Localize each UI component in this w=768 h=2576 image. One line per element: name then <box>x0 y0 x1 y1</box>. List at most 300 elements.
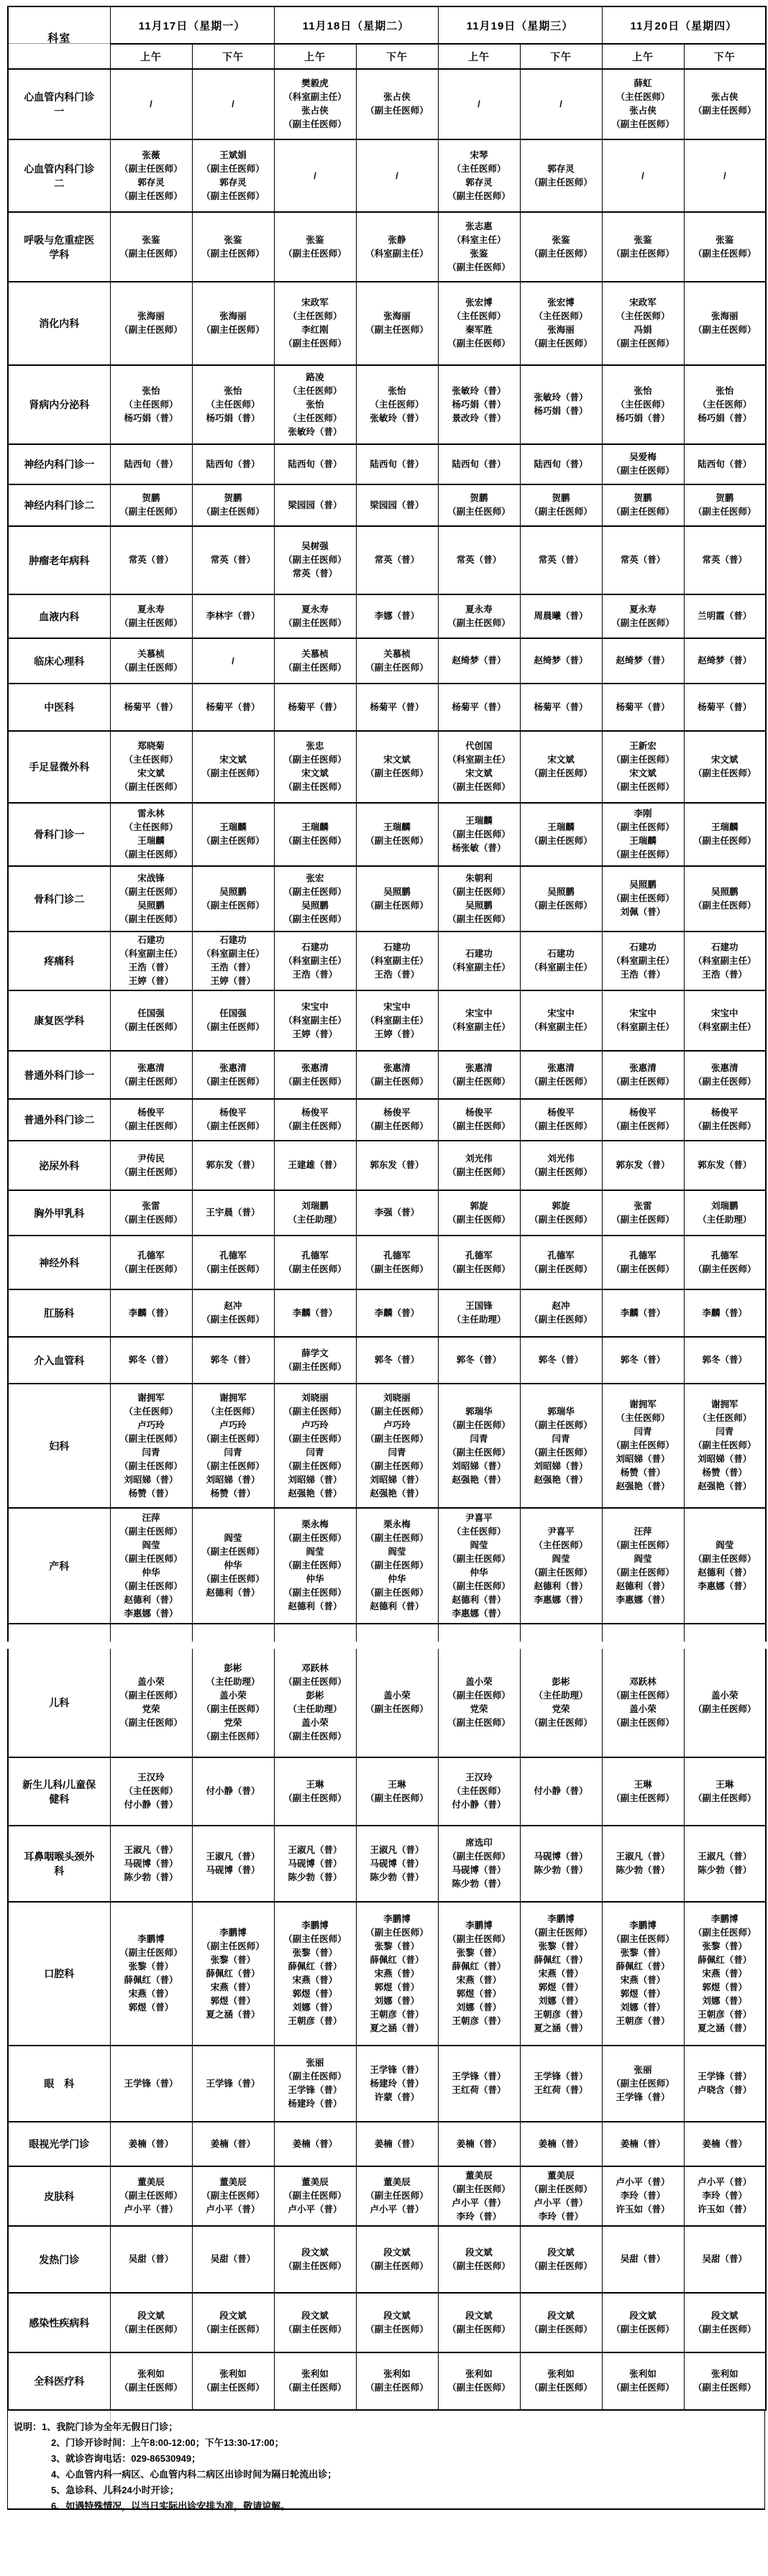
schedule-cell: 王瑞麟 （副主任医师） <box>520 803 602 866</box>
schedule-cell: 王汉玲 （主任医师） 付小静（普） <box>110 1757 192 1826</box>
schedule-cell: 张惠清 （副主任医师） <box>520 1051 602 1099</box>
schedule-cell: 任国强 （副主任医师） <box>192 990 274 1051</box>
schedule-cell: 夏永寿 （副主任医师） <box>438 594 520 638</box>
schedule-cell: 吴照鹏 （副主任医师） <box>684 866 766 932</box>
schedule-cell: 张鉴 （副主任医师） <box>110 212 192 282</box>
schedule-cell: 薛虹 （主任医师） 张占侠 （副主任医师） <box>602 69 684 139</box>
schedule-cell: 吴照鹏 （副主任医师） <box>192 866 274 932</box>
schedule-cell: 孔德军 （副主任医师） <box>438 1236 520 1289</box>
note-line: 说明：1、我院门诊为全年无假日门诊； <box>14 2421 178 2432</box>
schedule-cell: 郭旋 （副主任医师） <box>438 1190 520 1236</box>
schedule-cell: 李刚 （副主任医师） 王瑞麟 （副主任医师） <box>602 803 684 866</box>
note-line: 2、门诊开诊时间：上午8:00-12:00；下午13:30-17:00； <box>51 2437 284 2448</box>
schedule-cell: 李麟（普） <box>110 1289 192 1337</box>
schedule-cell: 关慕桢 （副主任医师） <box>274 638 356 684</box>
schedule-cell: 阎莹 （副主任医师） 赵德利（普） 李惠娜（普） <box>684 1508 766 1624</box>
spacer-cell <box>274 1624 356 1642</box>
schedule-cell: 宋宝中 （科室副主任） <box>520 990 602 1051</box>
schedule-cell: 刘晓丽 （副主任医师） 卢巧玲 （副主任医师） 闫青 （副主任医师） 刘昭娣（普） 赵强艳（普） <box>356 1384 438 1508</box>
department-row <box>8 69 766 139</box>
schedule-cell: 贺鹏 （副主任医师） <box>192 484 274 526</box>
schedule-cell: 董美辰 （副主任医师） 卢小平（普） <box>110 2166 192 2226</box>
schedule-cell: 郭冬（普） <box>110 1337 192 1384</box>
schedule-cell: 张利如 （副主任医师） <box>438 2352 520 2410</box>
schedule-cell: 王汉玲 （主任医师） 付小静（普） <box>438 1757 520 1826</box>
schedule-cell: 杨俊平 （副主任医师） <box>192 1099 274 1141</box>
schedule-cell: 张利如 （副主任医师） <box>684 2352 766 2410</box>
schedule-cell: 路凌 （主任医师） 张怡 （主任医师） 张敏玲（普） <box>274 365 356 444</box>
department-name: 介入血管科 <box>8 1337 110 1384</box>
schedule-cell: 付小静（普） <box>192 1757 274 1826</box>
schedule-cell: 李鹏博 （副主任医师） 张黎（普） 薛佩红（普） 宋燕（普） 郭煜（普） 刘娜（普） 王朝彦（普） <box>438 1902 520 2046</box>
schedule-cell: 宋宝中 （科室副主任） 王婷（普） <box>274 990 356 1051</box>
schedule-cell: 张丽 （副主任医师） 王学锋（普） 杨建玲（普） <box>274 2046 356 2122</box>
schedule-cell: 宋文斌 （副主任医师） <box>520 731 602 803</box>
schedule-cell: 石建功 （科室副主任） 王浩（普） <box>684 932 766 990</box>
schedule-cell: 段文斌 （副主任医师） <box>684 2293 766 2352</box>
spacer-cell <box>684 1624 766 1642</box>
department-row <box>8 1649 766 1757</box>
schedule-cell: 张志惠 （科室主任） 张鉴 （副主任医师） <box>438 212 520 282</box>
department-name: 临床心理科 <box>8 638 110 684</box>
schedule-cell: 汪萍 （副主任医师） 阎莹 （副主任医师） 仲华 （副主任医师） 赵德利（普） 李惠娜（普） <box>110 1508 192 1624</box>
department-name: 妇科 <box>8 1384 110 1508</box>
schedule-cell: 段文斌 （副主任医师） <box>110 2293 192 2352</box>
schedule-cell: 王淑凡（普） 马砚博（普） 陈少勃（普） <box>356 1826 438 1902</box>
page-break-gap <box>7 1642 768 1649</box>
department-name: 耳鼻咽喉头颈外科 <box>8 1826 110 1902</box>
schedule-cell: 宋宝中 （科室副主任） <box>602 990 684 1051</box>
schedule-cell: 刘瑞鹏 （主任助理） <box>684 1190 766 1236</box>
schedule-cell: 吴照鹏 （副主任医师） <box>356 866 438 932</box>
schedule-cell: 关慕桢 （副主任医师） <box>110 638 192 684</box>
schedule-cell: 郭冬（普） <box>684 1337 766 1384</box>
header-session-am: 上午 <box>602 44 684 69</box>
schedule-cell: 王琳 （副主任医师） <box>602 1757 684 1826</box>
department-row <box>8 444 766 484</box>
schedule-cell: 王淑凡（普） 陈少勃（普） <box>684 1826 766 1902</box>
department-name: 发热门诊 <box>8 2226 110 2293</box>
schedule-cell: 吴甜（普） <box>602 2226 684 2293</box>
schedule-cell: 关慕桢 （副主任医师） <box>356 638 438 684</box>
schedule-cell: 盖小荣 （副主任医师） 党荣 （副主任医师） <box>438 1649 520 1757</box>
header-day-4: 11月20日（星期四） <box>602 6 766 44</box>
schedule-cell: 段文斌 （副主任医师） <box>438 2226 520 2293</box>
department-name: 神经内科门诊二 <box>8 484 110 526</box>
schedule-cell: / <box>684 139 766 212</box>
spacer-cell <box>192 1624 274 1642</box>
schedule-cell: 邓跃林 （副主任医师） 盖小荣 （副主任医师） <box>602 1649 684 1757</box>
department-name: 血液内科 <box>8 594 110 638</box>
schedule-cell: 张惠清 （副主任医师） <box>110 1051 192 1099</box>
schedule-cell: 赵绮梦（普） <box>684 638 766 684</box>
schedule-cell: 宋琴 （主任医师） 郭存灵 （副主任医师） <box>438 139 520 212</box>
department-name: 肾病内分泌科 <box>8 365 110 444</box>
schedule-cell: / <box>438 69 520 139</box>
department-name: 眼 科 <box>8 2046 110 2122</box>
schedule-cell: 石建功 （科室副主任） 王浩（普） 王婷（普） <box>110 932 192 990</box>
header-day-3: 11月19日（星期三） <box>438 6 602 44</box>
schedule-cell: 杨俊平 （副主任医师） <box>602 1099 684 1141</box>
schedule-cell: 姜楠（普） <box>520 2122 602 2166</box>
schedule-cell: 董美辰 （副主任医师） 卢小平（普） <box>356 2166 438 2226</box>
schedule-cell: 王学锋（普） <box>192 2046 274 2122</box>
schedule-cell: 孔德军 （副主任医师） <box>274 1236 356 1289</box>
schedule-cell: 付小静（普） <box>520 1757 602 1826</box>
schedule-cell: 夏永寿 （副主任医师） <box>602 594 684 638</box>
department-name: 神经外科 <box>8 1236 110 1289</box>
schedule-cell: 梁园园（普） <box>274 484 356 526</box>
schedule-cell: 姜楠（普） <box>192 2122 274 2166</box>
schedule-cell: 郭东发（普） <box>356 1141 438 1190</box>
header-session-pm: 下午 <box>356 44 438 69</box>
schedule-cell: 雷永林 （主任医师） 王瑞麟 （副主任医师） <box>110 803 192 866</box>
department-name: 眼视光学门诊 <box>8 2122 110 2166</box>
schedule-cell: 张怡 （主任医师） 杨巧娟（普） <box>192 365 274 444</box>
department-row <box>8 365 766 444</box>
department-row <box>8 1508 766 1624</box>
department-row <box>8 2046 766 2122</box>
department-row <box>8 1902 766 2046</box>
schedule-cell: 石建功 （科室副主任） <box>438 932 520 990</box>
schedule-cell: 谢拥军 （主任医师） 闫青 （副主任医师） 刘昭娣（普） 杨赞（普） 赵强艳（普） <box>684 1384 766 1508</box>
department-row <box>8 932 766 990</box>
department-name: 胸外甲乳科 <box>8 1190 110 1236</box>
department-name: 普通外科门诊二 <box>8 1099 110 1141</box>
department-row <box>8 2166 766 2226</box>
schedule-cell: 周晨曦（普） <box>520 594 602 638</box>
schedule-cell: 段文斌 （副主任医师） <box>274 2226 356 2293</box>
table-body-upper <box>8 69 766 1642</box>
schedule-cell: 王学锋（普） 卢晓含（普） <box>684 2046 766 2122</box>
department-row <box>8 731 766 803</box>
schedule-cell: / <box>602 139 684 212</box>
schedule-cell: 谢拥军 （主任医师） 闫青 （副主任医师） 刘昭娣（普） 杨赞（普） 赵强艳（普） <box>602 1384 684 1508</box>
department-row <box>8 2293 766 2352</box>
schedule-cell: 张海丽 （副主任医师） <box>110 282 192 365</box>
schedule-cell: 段文斌 （副主任医师） <box>520 2226 602 2293</box>
notes-body <box>14 2419 764 2514</box>
schedule-cell: 张利如 （副主任医师） <box>520 2352 602 2410</box>
schedule-cell: 张怡 （主任医师） 杨巧娟（普） <box>110 365 192 444</box>
schedule-cell: 郭冬（普） <box>520 1337 602 1384</box>
schedule-cell: 贺鹏 （副主任医师） <box>110 484 192 526</box>
header-day-1: 11月17日（星期一） <box>110 6 274 44</box>
department-name: 肿瘤老年病科 <box>8 526 110 594</box>
schedule-cell: 李鹏博 （副主任医师） 张黎（普） 薛佩红（普） 宋燕（普） 郭煜（普） 刘娜（普） 王朝彦（普） 夏之涵（普） <box>356 1902 438 2046</box>
schedule-cell: 王淑凡（普） 马砚博（普） <box>192 1826 274 1902</box>
schedule-cell: 贺鹏 （副主任医师） <box>602 484 684 526</box>
schedule-cell: 王建雄（普） <box>274 1141 356 1190</box>
header-session-pm: 下午 <box>192 44 274 69</box>
schedule-cell: 尹喜平 （主任医师） 阎莹 （副主任医师） 仲华 （副主任医师） 赵德利（普） 李惠娜（普） <box>438 1508 520 1624</box>
department-name: 感染性疾病科 <box>8 2293 110 2352</box>
schedule-cell: 宋文斌 （副主任医师） <box>684 731 766 803</box>
department-name: 呼吸与危重症医学科 <box>8 212 110 282</box>
schedule-cell: 郑晓菊 （主任医师） 宋文斌 （副主任医师） <box>110 731 192 803</box>
schedule-cell: 赵绮梦（普） <box>602 638 684 684</box>
department-name: 心血管内科门诊二 <box>8 139 110 212</box>
schedule-cell: 李鹏博 （副主任医师） 张黎（普） 薛佩红（普） 宋燕（普） 郭煜（普） 刘娜（普） 王朝彦（普） <box>602 1902 684 2046</box>
schedule-cell: 杨俊平 （副主任医师） <box>356 1099 438 1141</box>
schedule-cell: 赵绮梦（普） <box>438 638 520 684</box>
schedule-cell: 常英（普） <box>110 526 192 594</box>
note-line: 5、急诊科、儿科24小时开诊； <box>51 2485 179 2496</box>
schedule-cell: 石建功 （科室副主任） 王浩（普） 王婷（普） <box>192 932 274 990</box>
schedule-cell: 宋文斌 （副主任医师） <box>192 731 274 803</box>
schedule-cell: 杨菊平（普） <box>438 684 520 731</box>
department-name: 产科 <box>8 1508 110 1624</box>
schedule-cell: 赵冲 （副主任医师） <box>520 1289 602 1337</box>
department-row <box>8 484 766 526</box>
department-name: 神经内科门诊一 <box>8 444 110 484</box>
schedule-cell: 代创国 （科室副主任） 宋文斌 （副主任医师） <box>438 731 520 803</box>
schedule-cell: 杨菊平（普） <box>684 684 766 731</box>
schedule-cell: 吴照鹏 （副主任医师） 刘佩（普） <box>602 866 684 932</box>
schedule-cell: 孔德军 （副主任医师） <box>192 1236 274 1289</box>
note-line: 6、如遇特殊情况，以当日实际出诊安排为准，敬请谅解。 <box>51 2501 291 2511</box>
department-row <box>8 1384 766 1508</box>
schedule-cell: 姜楠（普） <box>356 2122 438 2166</box>
schedule-cell: 郭东发（普） <box>192 1141 274 1190</box>
schedule-cell: 陆西旬（普） <box>520 444 602 484</box>
schedule-cell: 宋宝中 （科室副主任） 王婷（普） <box>356 990 438 1051</box>
schedule-cell: 王瑞麟 （副主任医师） <box>192 803 274 866</box>
header-session-am: 上午 <box>274 44 356 69</box>
schedule-cell: 尹传民 （副主任医师） <box>110 1141 192 1190</box>
schedule-cell: / <box>192 638 274 684</box>
schedule-cell: 张雷 （副主任医师） <box>602 1190 684 1236</box>
schedule-cell: 王瑞麟 （副主任医师） 杨张敏（普） <box>438 803 520 866</box>
schedule-cell: 陆西旬（普） <box>356 444 438 484</box>
department-name: 心血管内科门诊一 <box>8 69 110 139</box>
schedule-cell: 石建功 （科室副主任） <box>520 932 602 990</box>
schedule-cell: 董美辰 （副主任医师） 卢小平（普） 李玲（普） <box>520 2166 602 2226</box>
schedule-cell: 王淑凡（普） 马砚博（普） 陈少勃（普） <box>110 1826 192 1902</box>
schedule-cell: / <box>192 69 274 139</box>
schedule-cell: 常英（普） <box>438 526 520 594</box>
department-row <box>8 1757 766 1826</box>
schedule-cell: 孔德军 （副主任医师） <box>684 1236 766 1289</box>
schedule-cell: 贺鹏 （副主任医师） <box>684 484 766 526</box>
schedule-cell: 王学锋（普） 王红荷（普） <box>520 2046 602 2122</box>
header-session-pm: 下午 <box>684 44 766 69</box>
schedule-cell: 王瑞麟 （副主任医师） <box>356 803 438 866</box>
schedule-cell: 尹喜平 （主任医师） 阎莹 （副主任医师） 赵德利（普） 李惠娜（普） <box>520 1508 602 1624</box>
schedule-cell: 段文斌 （副主任医师） <box>602 2293 684 2352</box>
schedule-cell: 王宇晨（普） <box>192 1190 274 1236</box>
schedule-cell: / <box>356 139 438 212</box>
department-row <box>8 282 766 365</box>
schedule-cell: 常英（普） <box>520 526 602 594</box>
department-row <box>8 2226 766 2293</box>
schedule-cell: 陆西旬（普） <box>438 444 520 484</box>
schedule-cell: 兰明霞（普） <box>684 594 766 638</box>
department-name: 消化内科 <box>8 282 110 365</box>
department-row <box>8 638 766 684</box>
schedule-cell: 吴爱梅 （副主任医师） <box>602 444 684 484</box>
department-name: 骨科门诊二 <box>8 866 110 932</box>
schedule-cell: 王学锋（普） <box>110 2046 192 2122</box>
department-row <box>8 1141 766 1190</box>
schedule-cell: 张忠 （副主任医师） 宋文斌 （副主任医师） <box>274 731 356 803</box>
schedule-cell: 李强（普） <box>356 1190 438 1236</box>
schedule-cell: 姜楠（普） <box>438 2122 520 2166</box>
schedule-cell: 姜楠（普） <box>110 2122 192 2166</box>
schedule-cell: 董美辰 （副主任医师） 卢小平（普） <box>192 2166 274 2226</box>
schedule-cell: 段文斌 （副主任医师） <box>520 2293 602 2352</box>
header-session-pm: 下午 <box>520 44 602 69</box>
schedule-cell: 席选印 （副主任医师） 马砚博（普） 陈少勃（普） <box>438 1826 520 1902</box>
schedule-cell: 赵绮梦（普） <box>520 638 602 684</box>
department-name: 全科医疗科 <box>8 2352 110 2410</box>
schedule-cell: 张怡 （主任医师） 杨巧娟（普） <box>684 365 766 444</box>
department-row <box>8 2122 766 2166</box>
schedule-cell: 贺鹏 （副主任医师） <box>520 484 602 526</box>
schedule-cell: 栗永梅 （副主任医师） 阎莹 （副主任医师） 仲华 （副主任医师） 赵德利（普） <box>356 1508 438 1624</box>
schedule-cell: 段文斌 （副主任医师） <box>356 2293 438 2352</box>
schedule-cell: 姜楠（普） <box>274 2122 356 2166</box>
schedule-cell: 杨菊平（普） <box>520 684 602 731</box>
schedule-cell: 陆西旬（普） <box>192 444 274 484</box>
department-row <box>8 526 766 594</box>
schedule-cell: 刘晓丽 （副主任医师） 卢巧玲 （副主任医师） 闫青 （副主任医师） 刘昭娣（普） 赵强艳（普） <box>274 1384 356 1508</box>
schedule-cell: 邓跃林 （副主任医师） 彭彬 （主任助理） 盖小荣 （副主任医师） <box>274 1649 356 1757</box>
schedule-cell: 郭东发（普） <box>684 1141 766 1190</box>
schedule-cell: 张利如 （副主任医师） <box>192 2352 274 2410</box>
department-row <box>8 1289 766 1337</box>
schedule-cell: 董美辰 （副主任医师） 卢小平（普） <box>274 2166 356 2226</box>
schedule-cell: 张敏玲（普） 杨巧娟（普） <box>520 365 602 444</box>
schedule-cell: 李麟（普） <box>602 1289 684 1337</box>
schedule-cell: 段文斌 （副主任医师） <box>438 2293 520 2352</box>
schedule-cell: / <box>110 69 192 139</box>
schedule-cell: 宋战锋 （副主任医师） 吴照鹏 （副主任医师） <box>110 866 192 932</box>
schedule-cell: 宋宝中 （科室副主任） <box>438 990 520 1051</box>
schedule-cell: 夏永寿 （副主任医师） <box>110 594 192 638</box>
schedule-cell: 孔德军 （副主任医师） <box>356 1236 438 1289</box>
department-name: 新生儿科/儿童保健科 <box>8 1757 110 1826</box>
schedule-cell: 张利如 （副主任医师） <box>110 2352 192 2410</box>
schedule-cell: 石建功 （科室副主任） 王浩（普） <box>602 932 684 990</box>
schedule-cell: 杨菊平（普） <box>274 684 356 731</box>
schedule-cell: 王新宏 （副主任医师） 宋文斌 （副主任医师） <box>602 731 684 803</box>
schedule-cell: 陆西旬（普） <box>684 444 766 484</box>
schedule-cell: 刘瑞鹏 （主任助理） <box>274 1190 356 1236</box>
department-name: 肛肠科 <box>8 1289 110 1337</box>
schedule-cell: 彭彬 （主任助理） 盖小荣 （副主任医师） 党荣 （副主任医师） <box>192 1649 274 1757</box>
schedule-cell: 汪萍 （副主任医师） 阎莹 （副主任医师） 赵德利（普） 李惠娜（普） <box>602 1508 684 1624</box>
schedule-cell: 张惠清 （副主任医师） <box>684 1051 766 1099</box>
schedule-cell: 张惠清 （副主任医师） <box>602 1051 684 1099</box>
schedule-cell: 赵冲 （副主任医师） <box>192 1289 274 1337</box>
header-row-sessions <box>8 44 766 69</box>
schedule-cell: 盖小荣 （副主任医师） <box>684 1649 766 1757</box>
schedule-cell: 张惠清 （副主任医师） <box>192 1051 274 1099</box>
schedule-cell: 石建功 （科室副主任） 王浩（普） <box>274 932 356 990</box>
department-row <box>8 1051 766 1099</box>
schedule-cell: 杨俊平 （副主任医师） <box>438 1099 520 1141</box>
schedule-cell: 张惠清 （副主任医师） <box>356 1051 438 1099</box>
schedule-cell: 张占侠 （副主任医师） <box>684 69 766 139</box>
spacer-row <box>8 1624 766 1642</box>
schedule-cell: 张鉴 （副主任医师） <box>274 212 356 282</box>
schedule-cell: 张怡 （主任医师） 杨巧娟（普） <box>602 365 684 444</box>
schedule-cell: 贺鹏 （副主任医师） <box>438 484 520 526</box>
schedule-cell: 王淑凡（普） 马砚博（普） 陈少勃（普） <box>274 1826 356 1902</box>
schedule-cell: 常英（普） <box>602 526 684 594</box>
schedule-cell: 杨菊平（普） <box>602 684 684 731</box>
schedule-cell: 孔德军 （副主任医师） <box>110 1236 192 1289</box>
schedule-cell: 王淑凡（普） 陈少勃（普） <box>602 1826 684 1902</box>
schedule-cell: 郭冬（普） <box>356 1337 438 1384</box>
spacer-cell <box>520 1624 602 1642</box>
schedule-cell: 樊毅虎 （科室副主任） 张占侠 （副主任医师） <box>274 69 356 139</box>
schedule-cell: 张海丽 （副主任医师） <box>192 282 274 365</box>
schedule-cell: 王琳 （副主任医师） <box>684 1757 766 1826</box>
schedule-cell: 吴甜（普） <box>110 2226 192 2293</box>
schedule-cell: 刘光伟 （副主任医师） <box>520 1141 602 1190</box>
schedule-cell: 杨俊平 （副主任医师） <box>110 1099 192 1141</box>
department-name: 康复医学科 <box>8 990 110 1051</box>
department-row <box>8 1236 766 1289</box>
department-row <box>8 803 766 866</box>
schedule-cell: 彭彬 （主任助理） 党荣 （副主任医师） <box>520 1649 602 1757</box>
schedule-cell: 王琳 （副主任医师） <box>274 1757 356 1826</box>
schedule-cell: 段文斌 （副主任医师） <box>274 2293 356 2352</box>
schedule-cell: 吴甜（普） <box>684 2226 766 2293</box>
schedule-cell: 张惠清 （副主任医师） <box>438 1051 520 1099</box>
schedule-cell: 梁园园（普） <box>356 484 438 526</box>
header-session-am: 上午 <box>110 44 192 69</box>
schedule-cell: 王斌娟 （副主任医师） 郭存灵 （副主任医师） <box>192 139 274 212</box>
schedule-cell: 王瑞麟 （副主任医师） <box>684 803 766 866</box>
schedule-table-lower <box>7 1649 767 2411</box>
schedule-cell: 李鹏博 （副主任医师） 张黎（普） 薛佩红（普） 宋燕（普） 郭煜（普） 夏之涵（普） <box>192 1902 274 2046</box>
schedule-cell: 杨俊平 （副主任医师） <box>274 1099 356 1141</box>
spacer-cell <box>8 1624 110 1642</box>
schedule-cell: 张占侠 （副主任医师） <box>356 69 438 139</box>
schedule-cell: 张鉴 （副主任医师） <box>602 212 684 282</box>
schedule-cell: 杨菊平（普） <box>110 684 192 731</box>
schedule-cell: 张惠清 （副主任医师） <box>274 1051 356 1099</box>
department-name: 口腔科 <box>8 1902 110 2046</box>
department-name: 儿科 <box>8 1649 110 1757</box>
department-row <box>8 594 766 638</box>
schedule-cell: 张怡 （主任医师） 张敏玲（普） <box>356 365 438 444</box>
schedule-cell: 阎莹 （副主任医师） 仲华 （副主任医师） 赵德利（普） <box>192 1508 274 1624</box>
schedule-cell: 李麟（普） <box>356 1289 438 1337</box>
note-line: 4、心血管内科一病区、心血管内科二病区出诊时间为隔日轮流出诊； <box>51 2469 337 2480</box>
schedule-cell: 吴树强 （副主任医师） 常英（普） <box>274 526 356 594</box>
schedule-cell: 张利如 （副主任医师） <box>274 2352 356 2410</box>
schedule-cell: 张雷 （副主任医师） <box>110 1190 192 1236</box>
schedule-cell: 谢拥军 （主任医师） 卢巧玲 （副主任医师） 闫青 （副主任医师） 刘昭娣（普） 杨赞（普） <box>110 1384 192 1508</box>
schedule-cell: 董美辰 （副主任医师） 卢小平（普） 李玲（普） <box>438 2166 520 2226</box>
schedule-cell: 宋政军 （主任医师） 李红刚 （副主任医师） <box>274 282 356 365</box>
schedule-cell: 盖小荣 （副主任医师） <box>356 1649 438 1757</box>
schedule-cell: 杨菊平（普） <box>192 684 274 731</box>
schedule-cell: 任国强 （副主任医师） <box>110 990 192 1051</box>
schedule-cell: 吴照鹏 （副主任医师） <box>520 866 602 932</box>
department-row <box>8 1826 766 1902</box>
schedule-cell: / <box>274 139 356 212</box>
schedule-cell: 李鹏博 （副主任医师） 张黎（普） 薛佩红（普） 宋燕（普） 郭煜（普） 刘娜（普） 王朝彦（普） <box>274 1902 356 2046</box>
schedule-cell: 李娜（普） <box>356 594 438 638</box>
department-name: 手足显微外科 <box>8 731 110 803</box>
schedule-cell: 王瑞麟 （副主任医师） <box>274 803 356 866</box>
header-session-am: 上午 <box>438 44 520 69</box>
